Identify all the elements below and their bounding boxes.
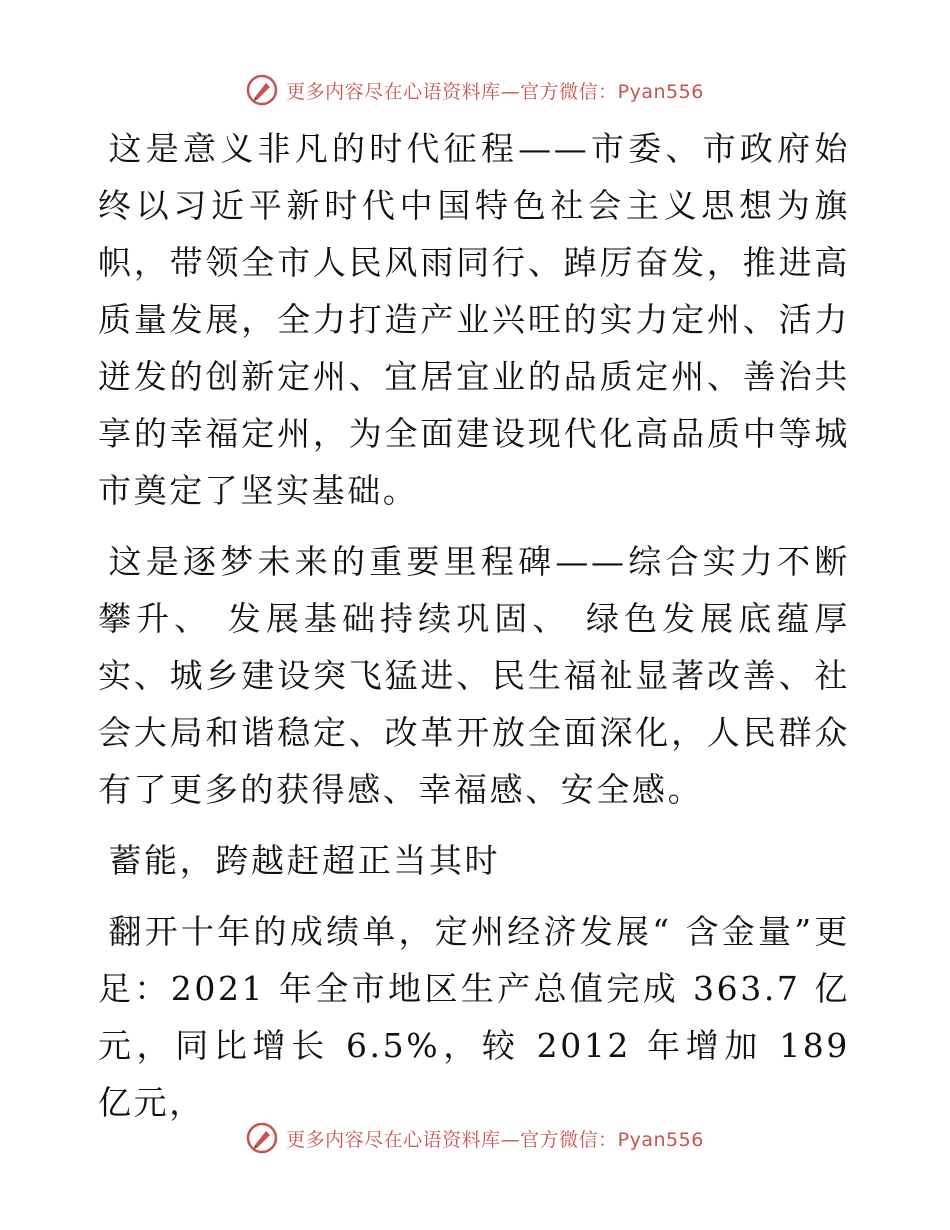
footer-watermark-text: 更多内容尽在心语资料库—官方微信：Pyan556 — [286, 1128, 704, 1151]
paragraph-2: 这是逐梦未来的重要里程碑——综合实力不断攀升、 发展基础持续巩固、 绿色发展底蕴厚实、城乡建设突飞猛进、民生福祉显著改善、社会大局和谐稳定、改革开放全面深化，人民群众有了更多的获得感、幸福感、安全感。 — [98, 542, 850, 809]
pen-nib-logo-icon — [246, 1122, 278, 1154]
document-body — [98, 120, 850, 1145]
paragraph-1: 这是意义非凡的时代征程——市委、市政府始终以习近平新时代中国特色社会主义思想为旗帜，带领全市人民风雨同行、踔厉奋发，推进高质量发展，全力打造产业兴旺的实力定州、活力迸发的创新定州、宜居宜业的品质定州、善治共享的幸福定州，为全面建设现代化高品质中等城市奠定了坚实基础。 — [98, 129, 850, 510]
footer-watermark-banner — [0, 1118, 950, 1158]
header-watermark-banner — [0, 70, 950, 110]
header-watermark-text: 更多内容尽在心语资料库—官方微信：Pyan556 — [286, 80, 704, 103]
pen-nib-logo-icon — [246, 74, 278, 106]
section-heading: 蓄能，跨越赶超正当其时 — [108, 841, 501, 880]
paragraph-3: 翻开十年的成绩单，定州经济发展“ 含金量”更足：2021 年全市地区生产总值完成 363.7 亿元，同比增长 6.5%，较 2012 年增加 189 亿元， — [98, 912, 850, 1122]
